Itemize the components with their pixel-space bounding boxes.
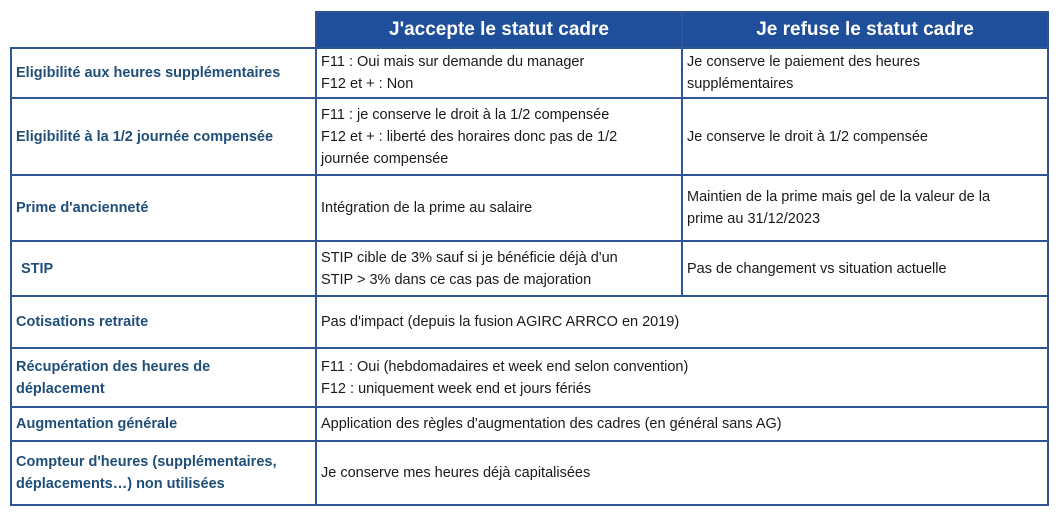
cell-line: Application des règles d'augmentation des cadres (en général sans AG) xyxy=(321,416,782,432)
table-row xyxy=(11,296,1048,348)
table-row xyxy=(11,407,1048,441)
cell-line: supplémentaires xyxy=(687,76,794,92)
cell-line: F12 : uniquement week end et jours fériés xyxy=(321,380,592,397)
refuse-cell-prime-anciennete xyxy=(682,175,1048,241)
row-label-augmentation: Augmentation générale xyxy=(11,407,316,441)
cell-line: F11 : je conserve le droit à la 1/2 compensée xyxy=(321,106,610,123)
table-row xyxy=(11,48,1048,98)
both-cell-augmentation xyxy=(316,407,1048,441)
both-cell-cotisations xyxy=(316,296,1048,348)
cell-line: journée compensée xyxy=(321,150,449,167)
cell-line: F12 et + : liberté des horaires donc pas de 1/2 xyxy=(321,128,618,145)
label-line: déplacement xyxy=(16,380,105,397)
cell-line: Maintien de la prime mais gel de la valeur de la xyxy=(687,189,991,205)
row-label-recuperation xyxy=(11,348,316,407)
row-label-stip: STIP xyxy=(11,241,316,296)
cell-line: Je conserve le droit à 1/2 compensée xyxy=(687,128,928,145)
cell-line: Je conserve le paiement des heures xyxy=(687,54,920,70)
accept-cell-heures-sup xyxy=(316,48,682,98)
header-accept: J'accepte le statut cadre xyxy=(316,12,682,48)
cell-line: STIP > 3% dans ce cas pas de majoration xyxy=(321,271,592,288)
comparison-table xyxy=(10,11,1049,506)
cell-line: Pas d'impact (depuis la fusion AGIRC ARRCO en 2019) xyxy=(321,314,680,330)
table-row xyxy=(11,441,1048,505)
label-line: déplacements…) non utilisées xyxy=(16,476,225,492)
table-row xyxy=(11,348,1048,407)
both-cell-compteur xyxy=(316,441,1048,505)
table-row xyxy=(11,175,1048,241)
header-row xyxy=(11,12,1048,48)
refuse-cell-demi-journee xyxy=(682,98,1048,175)
accept-cell-demi-journee xyxy=(316,98,682,175)
accept-cell-prime-anciennete xyxy=(316,175,682,241)
cell-line: Pas de changement vs situation actuelle xyxy=(687,260,947,277)
label-line: Récupération des heures de xyxy=(16,358,211,375)
both-cell-recuperation xyxy=(316,348,1048,407)
cell-line: STIP cible de 3% sauf si je bénéficie déjà d'un xyxy=(321,249,618,266)
cell-line: Intégration de la prime au salaire xyxy=(321,200,533,216)
cell-line: F11 : Oui mais sur demande du manager xyxy=(321,54,585,70)
table-row xyxy=(11,98,1048,175)
cell-line: Je conserve mes heures déjà capitalisées xyxy=(321,465,591,481)
row-label-cotisations: Cotisations retraite xyxy=(11,296,316,348)
table-row xyxy=(11,241,1048,296)
cell-line: F11 : Oui (hebdomadaires et week end selon convention) xyxy=(321,358,689,375)
refuse-cell-heures-sup xyxy=(682,48,1048,98)
row-label-heures-sup: Eligibilité aux heures supplémentaires xyxy=(11,48,316,98)
row-label-demi-journee: Eligibilité à la 1/2 journée compensée xyxy=(11,98,316,175)
header-refuse: Je refuse le statut cadre xyxy=(682,12,1048,48)
cell-line: prime au 31/12/2023 xyxy=(687,211,821,227)
row-label-prime-anciennete: Prime d'ancienneté xyxy=(11,175,316,241)
accept-cell-stip xyxy=(316,241,682,296)
blank-corner-cell xyxy=(11,12,316,48)
label-line: Compteur d'heures (supplémentaires, xyxy=(16,454,277,470)
cell-line: F12 et + : Non xyxy=(321,76,414,92)
refuse-cell-stip xyxy=(682,241,1048,296)
row-label-compteur xyxy=(11,441,316,505)
